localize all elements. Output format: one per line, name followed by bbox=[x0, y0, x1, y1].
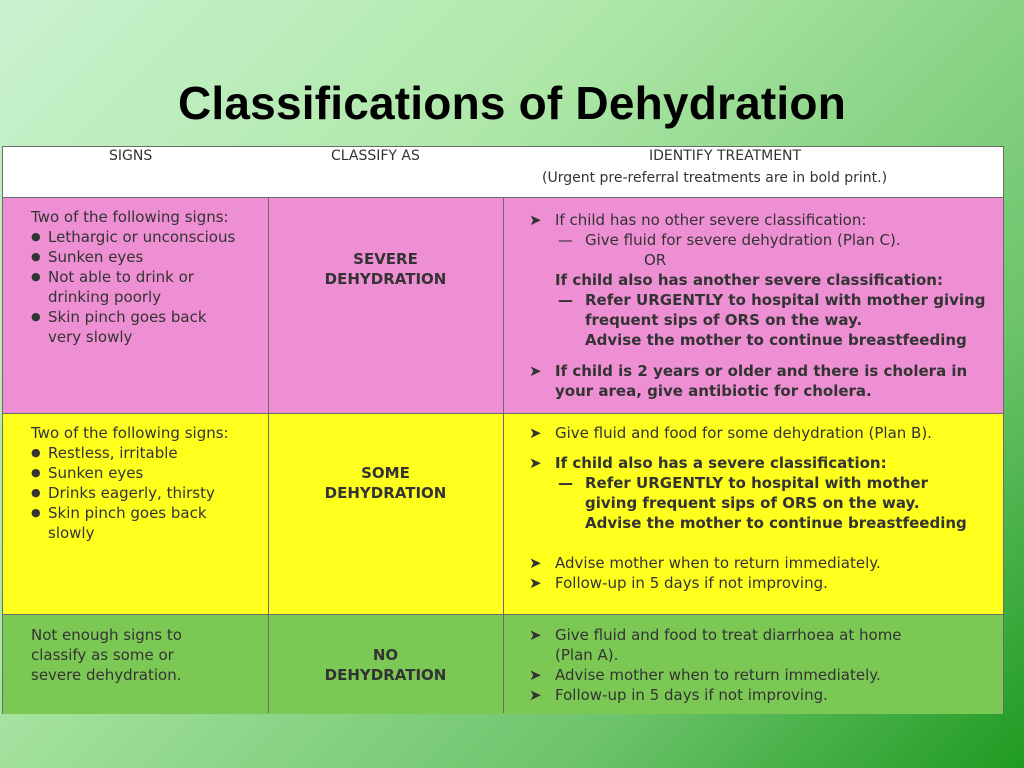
arrow-icon: ➤ bbox=[529, 626, 542, 644]
classification-cell bbox=[268, 463, 503, 503]
list-item: ● Not able to drink or bbox=[31, 267, 271, 287]
classification-cell bbox=[268, 645, 503, 685]
classification-line: DEHYDRATION bbox=[324, 666, 447, 684]
classification-line: SOME bbox=[361, 464, 410, 482]
arrow-icon: ➤ bbox=[529, 686, 542, 704]
arrow-icon: ➤ bbox=[529, 666, 542, 684]
header-treatment: IDENTIFY TREATMENT bbox=[649, 148, 802, 164]
arrow-icon: ➤ bbox=[529, 454, 542, 472]
list-item: Not enough signs to bbox=[31, 626, 182, 644]
list-item-continued: very slowly bbox=[48, 328, 133, 346]
list-item-continued: drinking poorly bbox=[48, 288, 162, 306]
list-item: ● Skin pinch goes back bbox=[31, 307, 271, 327]
treatment-or: OR bbox=[644, 251, 667, 269]
treatment-subitem-urgent-cont: Advise the mother to continue breastfeeding bbox=[585, 331, 967, 349]
treatment-subitem-urgent: — Refer URGENTLY to hospital with mother bbox=[558, 474, 928, 492]
list-item: ● Lethargic or unconscious bbox=[31, 227, 271, 247]
classification-line: DEHYDRATION bbox=[324, 270, 447, 288]
treatment-item-cont: (Plan A). bbox=[555, 646, 619, 664]
classification-cell bbox=[268, 249, 503, 289]
list-item: ● Skin pinch goes back bbox=[31, 503, 271, 523]
list-item: ● Sunken eyes bbox=[31, 247, 271, 267]
treatment-cell bbox=[531, 210, 1001, 401]
arrow-icon: ➤ bbox=[529, 574, 542, 592]
signs-cell bbox=[31, 423, 271, 543]
dash-icon: — bbox=[558, 474, 573, 492]
treatment-item: ➤ Follow-up in 5 days if not improving. bbox=[529, 574, 828, 592]
header-classify: CLASSIFY AS bbox=[331, 148, 420, 164]
treatment-item: ➤ Follow-up in 5 days if not improving. bbox=[529, 686, 828, 704]
list-item: severe dehydration. bbox=[31, 666, 182, 684]
treatment-item: ➤ If child has no other severe classification: bbox=[529, 211, 867, 229]
treatment-item-urgent: ➤ If child also has a severe classification: bbox=[529, 454, 887, 472]
treatment-item: ➤ Advise mother when to return immediately. bbox=[529, 554, 881, 572]
classification-line: NO bbox=[372, 646, 399, 664]
list-item: classify as some or bbox=[31, 646, 174, 664]
header-signs: SIGNS bbox=[109, 148, 153, 164]
list-item: ● Sunken eyes bbox=[31, 463, 271, 483]
list-item: ● Drinks eagerly, thirsty bbox=[31, 483, 271, 503]
signs-intro: Two of the following signs: bbox=[31, 208, 229, 226]
dehydration-classification-table bbox=[2, 146, 1004, 714]
classification-line: SEVERE bbox=[353, 250, 418, 268]
signs-cell bbox=[31, 625, 271, 685]
treatment-item: ➤ Give fluid and food for some dehydration (Plan B). bbox=[529, 424, 932, 442]
classification-line: DEHYDRATION bbox=[324, 484, 447, 502]
arrow-icon: ➤ bbox=[529, 554, 542, 572]
signs-cell bbox=[31, 207, 271, 347]
treatment-item-urgent: ➤ If child is 2 years or older and there is cholera in bbox=[529, 362, 968, 380]
arrow-icon: ➤ bbox=[529, 211, 542, 229]
treatment-subitem-urgent-cont: giving frequent sips of ORS on the way. bbox=[585, 494, 920, 512]
table-header bbox=[3, 147, 1003, 197]
treatment-subitem-urgent-cont: Advise the mother to continue breastfeeding bbox=[585, 514, 967, 532]
column-divider bbox=[503, 197, 504, 713]
dash-icon: — bbox=[558, 291, 573, 309]
treatment-item-urgent-cont: your area, give antibiotic for cholera. bbox=[555, 382, 872, 400]
arrow-icon: ➤ bbox=[529, 362, 542, 380]
treatment-subitem-urgent: — Refer URGENTLY to hospital with mother giving bbox=[558, 291, 986, 309]
arrow-icon: ➤ bbox=[529, 424, 542, 442]
treatment-cell bbox=[531, 423, 1001, 593]
treatment-cell bbox=[531, 625, 1001, 705]
slide-title: Classifications of Dehydration bbox=[177, 77, 846, 129]
treatment-subitem: — Give fluid for severe dehydration (Plan C). bbox=[558, 231, 901, 249]
treatment-item: ➤ Advise mother when to return immediately. bbox=[529, 666, 881, 684]
signs-intro: Two of the following signs: bbox=[31, 424, 229, 442]
dash-icon: — bbox=[558, 231, 573, 249]
treatment-item: ➤ Give fluid and food to treat diarrhoea at home bbox=[529, 626, 902, 644]
list-item-continued: slowly bbox=[48, 524, 95, 542]
treatment-item-urgent: If child also has another severe classification: bbox=[555, 271, 943, 289]
header-treatment-note: (Urgent pre-referral treatments are in bold print.) bbox=[542, 170, 888, 186]
column-divider bbox=[268, 197, 269, 713]
list-item: ● Restless, irritable bbox=[31, 443, 271, 463]
treatment-subitem-urgent-cont: frequent sips of ORS on the way. bbox=[585, 311, 863, 329]
